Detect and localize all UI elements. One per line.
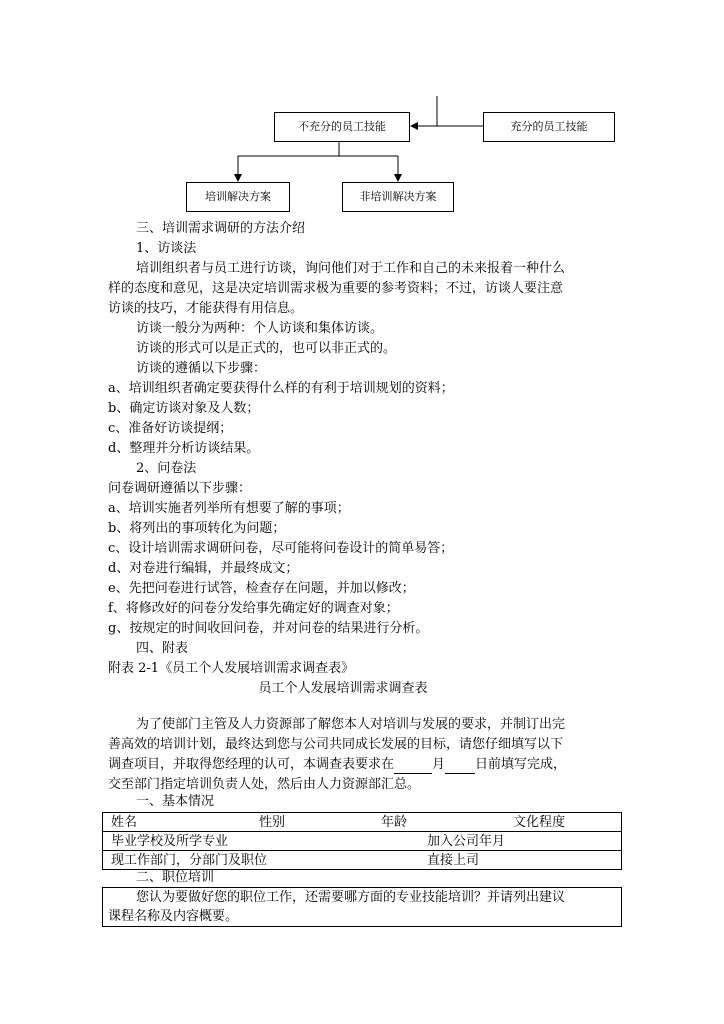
- education-label: 文化程度: [513, 815, 566, 830]
- deadline-month-blank[interactable]: [394, 759, 432, 774]
- box-non-training-solution: 非培训解决方案: [342, 182, 454, 212]
- method1-para4: 访谈的遵循以下步骤：: [136, 361, 267, 376]
- basic-info-row1: [102, 812, 622, 832]
- method1-title: 1、访谈法: [136, 241, 197, 256]
- job-training-question-l2: 课程名称及内容概要。: [108, 909, 239, 924]
- section3-title: 三、培训需求调研的方法介绍: [136, 221, 306, 236]
- section4-title: 四、附表: [136, 641, 189, 656]
- form-title: 员工个人发展培训需求调查表: [258, 681, 428, 696]
- form-intro-line3: [108, 756, 624, 774]
- deadline-day-blank[interactable]: [445, 759, 475, 774]
- education-field[interactable]: [513, 813, 607, 832]
- arrowhead-down-right: [394, 174, 402, 182]
- gender-blank[interactable]: [285, 817, 361, 832]
- box-training-solution: 培训解决方案: [186, 182, 290, 212]
- intro-line3-month: 月: [432, 757, 446, 772]
- school-field[interactable]: [111, 832, 398, 851]
- method2-step-a: a、培训实施者列举所有想要了解的事项；: [108, 501, 350, 516]
- form-intro-line1: 为了使部门主管及人力资源部了解您本人对培训与发展的要求，并制订出完: [136, 717, 566, 732]
- method2-step-b: b、将列出的事项转化为问题；: [108, 521, 286, 536]
- school-label: 毕业学校及所学专业: [111, 834, 229, 849]
- dept-field[interactable]: [111, 851, 387, 870]
- box-sufficient-skills: 充分的员工技能: [483, 112, 615, 142]
- basic-info-title: 一、基本情况: [136, 794, 215, 809]
- method1-step-c: c、准备好访谈提纲；: [108, 421, 233, 436]
- education-blank[interactable]: [565, 817, 607, 832]
- method1-para2: 访谈一般分为两种：个人访谈和集体访谈。: [136, 321, 384, 336]
- method1-para1-line2: 样的态度和意见，这是决定培训需求极为重要的参考资料；不过，访谈人要注意: [108, 281, 564, 296]
- method1-para1-line3: 访谈的技巧，才能获得有用信息。: [108, 301, 304, 316]
- method2-step-e: e、先把问卷进行试答，检查存在问题，并加以修改；: [108, 581, 415, 596]
- method2-step-c: c、设计培训需求调研问卷，尽可能将问卷设计的简单易答；: [108, 541, 454, 556]
- intro-line3-text-c: 日前填写完成，: [475, 757, 567, 772]
- appendix-label: 附表 2-1《员工个人发展培训需求调查表》: [108, 661, 355, 676]
- basic-info-row3: [102, 850, 622, 870]
- method1-para1-line1: 培训组织者与员工进行访谈，询问他们对于工作和自己的未来报着一种什么: [136, 261, 566, 276]
- method2-step-d: d、对卷进行编辑，并最终成文；: [108, 561, 299, 576]
- method2-step-f: f、将修改好的问卷分发给事先确定好的调查对象；: [108, 601, 399, 616]
- method2-step-g: g、按规定的时间收回问卷，并对问卷的结果进行分析。: [108, 621, 429, 636]
- method2-title: 2、问卷法: [136, 461, 197, 476]
- join-date-field[interactable]: [427, 832, 605, 851]
- join-date-label: 加入公司年月: [427, 834, 506, 849]
- age-blank[interactable]: [407, 817, 493, 832]
- dept-label: 现工作部门，分部门及职位: [111, 853, 268, 868]
- supervisor-blank[interactable]: [479, 855, 605, 870]
- method2-intro: 问卷调研遵循以下步骤：: [108, 481, 252, 496]
- box-insufficient-skills: 不充分的员工技能: [274, 112, 410, 142]
- form-intro-line4: 交至部门指定培训负责人处，然后由人力资源部汇总。: [108, 777, 421, 792]
- method1-para3: 访谈的形式可以是正式的，也可以非正式的。: [136, 341, 397, 356]
- age-field[interactable]: [381, 813, 493, 832]
- arrowhead-down-left: [234, 174, 242, 182]
- method1-step-a: a、培训组织者确定要获得什么样的有利于培训规划的资料；: [108, 381, 454, 396]
- school-blank[interactable]: [228, 836, 398, 851]
- gender-field[interactable]: [259, 813, 361, 832]
- join-date-blank[interactable]: [505, 836, 605, 851]
- method1-step-d: d、整理并分析访谈结果。: [108, 441, 260, 456]
- name-blank[interactable]: [137, 817, 237, 832]
- intro-line3-text-a: 调查项目，并取得您经理的认可，本调查表要求在: [108, 757, 395, 772]
- dept-blank[interactable]: [267, 855, 387, 870]
- basic-info-row2: [102, 831, 622, 851]
- supervisor-label: 直接上司: [427, 853, 480, 868]
- name-field[interactable]: [111, 813, 237, 832]
- age-label: 年龄: [381, 815, 408, 830]
- arrowhead-left: [410, 122, 418, 130]
- name-label: 姓名: [111, 815, 138, 830]
- job-training-title-visible: 二、职位培训: [136, 870, 215, 885]
- supervisor-field[interactable]: [427, 851, 605, 870]
- form-intro-line2: 善高效的培训计划，最终达到您与公司共同成长发展的目标，请您仔细填写以下: [108, 737, 564, 752]
- gender-label: 性别: [259, 815, 286, 830]
- job-training-question-l1: 您认为要做好您的职位工作，还需要哪方面的专业技能培训？并请列出建议: [136, 890, 566, 905]
- method1-step-b: b、确定访谈对象及人数；: [108, 401, 260, 416]
